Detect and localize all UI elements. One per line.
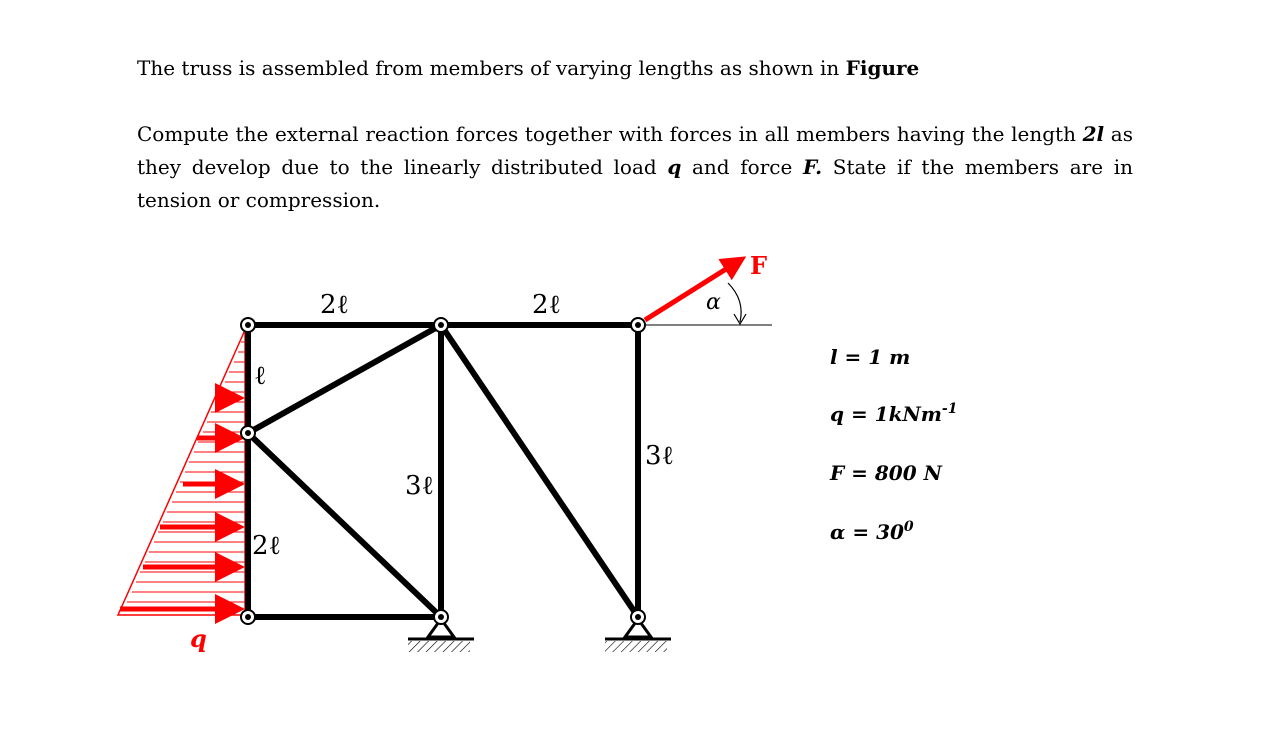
given-l: l = 1 m (830, 345, 911, 369)
load-arrows (120, 398, 240, 609)
dim-left-upper: ℓ (254, 361, 267, 391)
given-q-exponent: -1 (941, 401, 958, 417)
given-F: F = 800 N (830, 461, 942, 485)
member-right-diagonal (441, 325, 638, 617)
dim-top-right: 2ℓ (532, 290, 561, 320)
given-q-base: q = 1kNm (830, 402, 942, 426)
member-diagonal-lower (248, 433, 441, 617)
angle-arc (728, 283, 741, 322)
member-diagonal-upper (248, 325, 441, 433)
truss-members (248, 325, 638, 617)
dim-left-lower: 2ℓ (252, 531, 281, 561)
force-arrow (645, 259, 742, 320)
joint (241, 318, 255, 332)
statement-text-d: State if the members are in tension or compression. (137, 155, 1133, 212)
figure-ref: Figure (845, 56, 920, 80)
force-F (645, 251, 772, 325)
intro-text: The truss is assembled from members of varying lengths as shown in (137, 56, 846, 80)
given-values (829, 345, 957, 544)
statement-text-b: as they develop due to the linearly distributed load (137, 122, 1133, 179)
joint (241, 610, 255, 624)
angle-label: α (706, 290, 721, 315)
dim-right-vertical: 3ℓ (645, 441, 674, 471)
statement-text-a: Compute the external reaction forces together with forces in all members having the length (137, 122, 1083, 146)
dim-middle-vertical: 3ℓ (405, 471, 434, 501)
joint (631, 610, 645, 624)
dim-top-left: 2ℓ (320, 290, 349, 320)
joint (434, 610, 448, 624)
load-hatching (127, 342, 245, 602)
joint (241, 426, 255, 440)
distributed-load (118, 330, 245, 615)
statement-F: F. (802, 155, 823, 179)
statement-length: 2l (1082, 122, 1105, 146)
statement-text-c: and force (681, 155, 803, 179)
given-alpha-base: α = 30 (830, 520, 904, 544)
load-label: q (190, 624, 207, 653)
given-alpha (830, 519, 914, 544)
joint (434, 318, 448, 332)
force-label: F (750, 251, 768, 280)
given-alpha-exponent: 0 (903, 519, 914, 535)
joint (631, 318, 645, 332)
statement-q: q (667, 155, 682, 179)
given-q (830, 401, 957, 426)
